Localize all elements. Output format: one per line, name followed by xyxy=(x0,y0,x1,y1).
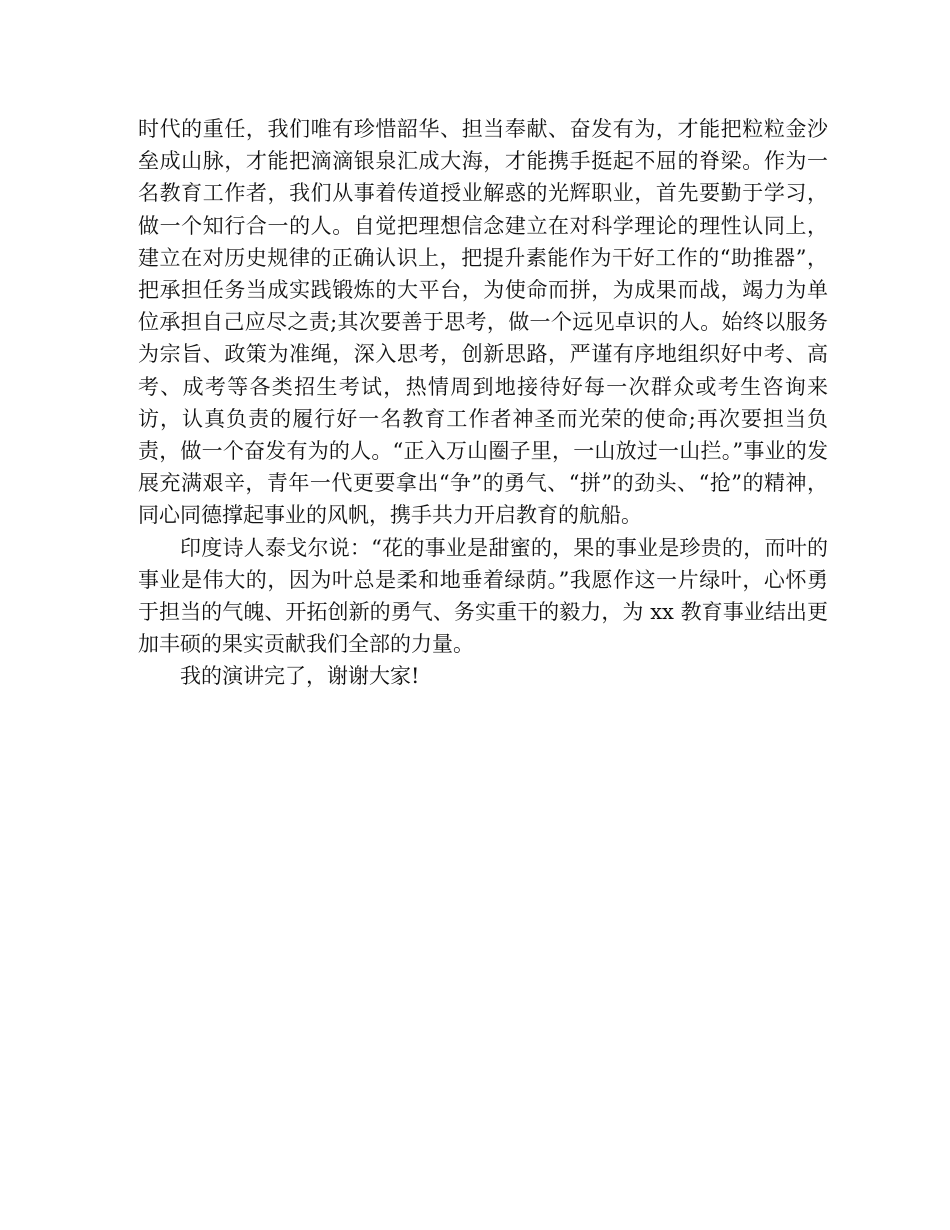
document-body xyxy=(138,113,828,693)
paragraph-2: 印度诗人泰戈尔说：“花的事业是甜蜜的，果的事业是珍贵的，而叶的事业是伟大的，因为叶总是柔和地垂着绿荫。”我愿作这一片绿叶，心怀勇于担当的气魄、开拓创新的勇气、务实重干的毅力，为 xx 教育事业结出更加丰硕的果实贡献我们全部的力量。 xyxy=(138,535,828,657)
paragraph-3: 我的演讲完了，谢谢大家! xyxy=(180,664,420,689)
paragraph-1: 时代的重任，我们唯有珍惜韶华、担当奉献、奋发有为，才能把粒粒金沙垒成山脉，才能把滴滴银泉汇成大海，才能携手挺起不屈的脊梁。作为一名教育工作者，我们从事着传道授业解惑的光辉职业，首先要勤于学习，做一个知行合一的人。自觉把理想信念建立在对科学理论的理性认同上，建立在对历史规律的正确认识上，把提升素能作为干好工作的“助推器”，把承担任务当成实践锻炼的大平台，为使命而拼，为成果而战，竭力为单位承担自己应尽之责;其次要善于思考，做一个远见卓识的人。始终以服务为宗旨、政策为准绳，深入思考，创新思路，严谨有序地组织好中考、高考、成考等各类招生考试，热情周到地接待好每一次群众或考生咨询来访，认真负责的履行好一名教育工作者神圣而光荣的使命;再次要担当负责，做一个奋发有为的人。“正入万山圈子里，一山放过一山拦。”事业的发展充满艰辛，青年一代更要拿出“争”的勇气、“拼”的劲头、“抢”的精神，同心同德撑起事业的风帆，携手共力开启教育的航船。 xyxy=(138,117,828,528)
